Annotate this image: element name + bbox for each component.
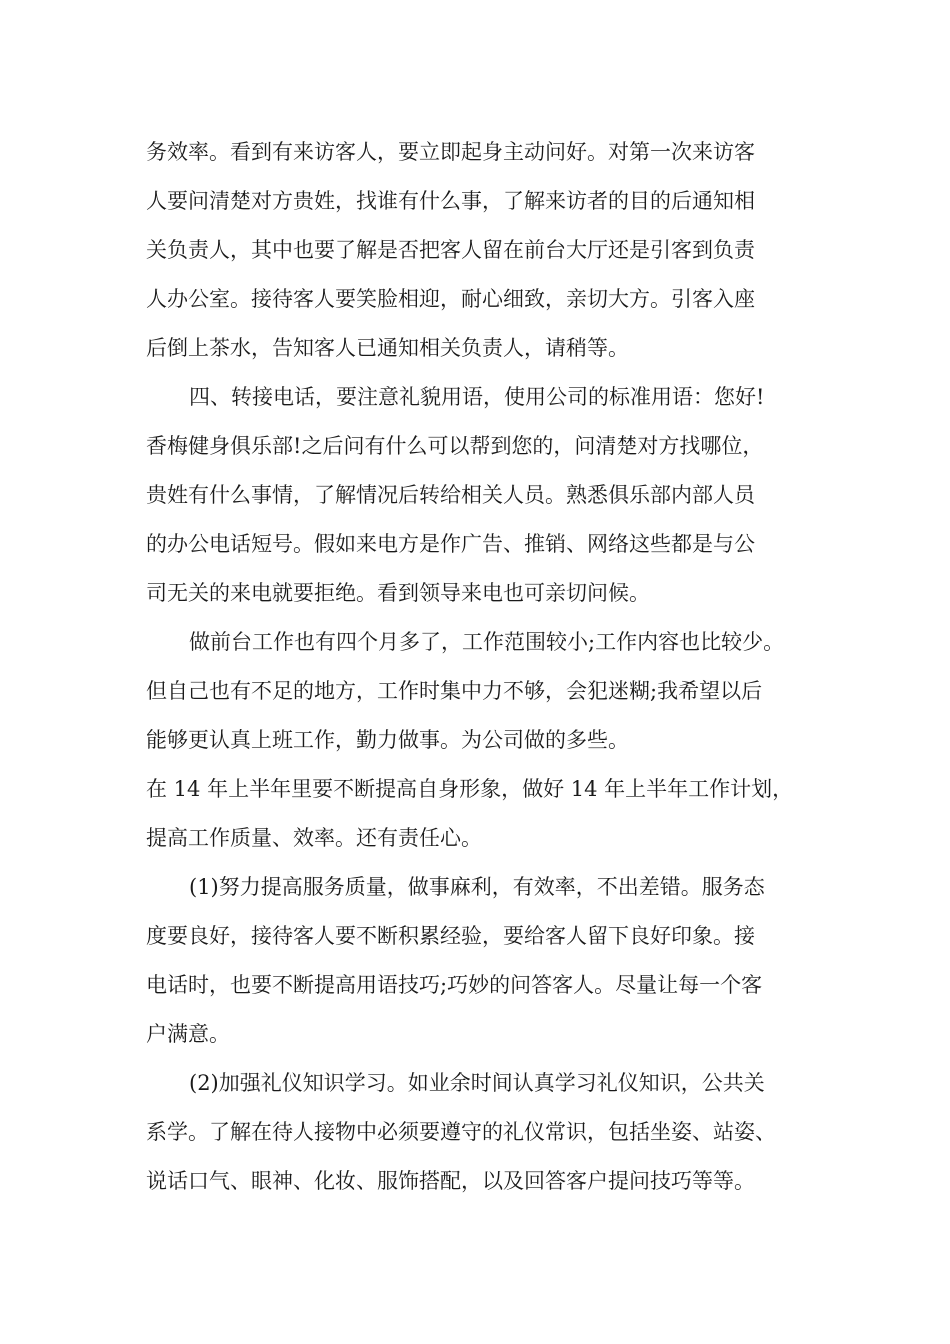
text-line: 关负责人，其中也要了解是否把客人留在前台大厅还是引客到负责	[146, 238, 755, 262]
paragraph-phone-transfer	[146, 373, 826, 618]
text-line: 人要问清楚对方贵姓，找谁有什么事，了解来访者的目的后通知相	[146, 189, 755, 213]
text-line: 后倒上茶水，告知客人已通知相关负责人，请稍等。	[146, 336, 629, 360]
text-line: 贵姓有什么事情，了解情况后转给相关人员。熟悉俱乐部内部人员	[146, 483, 755, 507]
text-line: 度要良好，接待客人要不断积累经验，要给客人留下良好印象。接	[146, 924, 755, 948]
text-line: 说话口气、眼神、化妆、服饰搭配，以及回答客户提问技巧等等。	[146, 1169, 755, 1193]
paragraph-etiquette-learning	[146, 1059, 826, 1206]
text-line: (1)努力提高服务质量，做事麻利，有效率，不出差错。服务态	[189, 875, 765, 899]
paragraph-half-year-plan	[146, 765, 826, 863]
paragraph-self-review	[146, 618, 826, 765]
text-line: 人办公室。接待客人要笑脸相迎，耐心细致，亲切大方。引客入座	[146, 287, 755, 311]
text-line: 四、转接电话，要注意礼貌用语，使用公司的标准用语：您好!	[189, 385, 765, 409]
text-line: 做前台工作也有四个月多了，工作范围较小;工作内容也比较少。	[189, 630, 785, 654]
text-line: 务效率。看到有来访客人，要立即起身主动问好。对第一次来访客	[146, 140, 755, 164]
text-line: 但自己也有不足的地方，工作时集中力不够，会犯迷糊;我希望以后	[146, 679, 763, 703]
document-body	[146, 128, 826, 1206]
paragraph-service-quality	[146, 863, 826, 1059]
text-line: 司无关的来电就要拒绝。看到领导来电也可亲切问候。	[146, 581, 650, 605]
text-line: 的办公电话短号。假如来电方是作广告、推销、网络这些都是与公	[146, 532, 755, 556]
paragraph-reception-visitors	[146, 128, 826, 373]
text-line: 电话时，也要不断提高用语技巧;巧妙的问答客人。尽量让每一个客	[146, 973, 763, 997]
text-line: 提高工作质量、效率。还有责任心。	[146, 826, 482, 850]
text-line: 香梅健身俱乐部!之后问有什么可以帮到您的，问清楚对方找哪位，	[146, 434, 764, 458]
text-line: 能够更认真上班工作，勤力做事。为公司做的多些。	[146, 728, 629, 752]
text-line: 系学。了解在待人接物中必须要遵守的礼仪常识，包括坐姿、站姿、	[146, 1120, 776, 1144]
text-line: 户满意。	[146, 1022, 230, 1046]
text-line: (2)加强礼仪知识学习。如业余时间认真学习礼仪知识，公共关	[189, 1071, 765, 1095]
text-line: 在 14 年上半年里要不断提高自身形象，做好 14 年上半年工作计划，	[146, 777, 794, 801]
